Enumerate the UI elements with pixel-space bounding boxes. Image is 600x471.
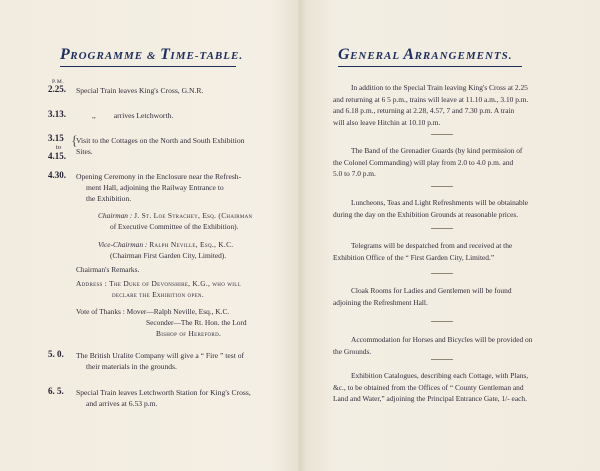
section-divider <box>431 359 453 360</box>
section-divider <box>431 273 453 274</box>
chairman: Chairman : J. St. Loe Strachey, Esq. (Chairman of Executive Committee of the Exhibition). <box>98 211 253 231</box>
section-divider <box>431 186 453 187</box>
cloak-rooms-paragraph: Cloak Rooms for Ladies and Gentlemen will be found adjoining the Refreshment Hall. <box>333 286 512 307</box>
trains-paragraph: In addition to the Special Train leaving King's Cross at 2.25 and returning at 6 5 p.m., trains will leave at 11.10 a.m., 3.10 p.m. and 6.18 p.m., returning at 2.28, 4.57, 7 and 7.30 p.m. A train will also leave Hitchin at 10.10 p.m. <box>333 83 529 127</box>
refreshments-paragraph: Luncheons, Teas and Light Refreshments will be obtainable during the day on the Exhibition Grounds at reasonable prices. <box>333 198 529 219</box>
item-time: 3.13. <box>48 109 66 119</box>
accommodation-paragraph: Accommodation for Horses and Bicycles will be provided on the Grounds. <box>333 335 533 356</box>
catalogues-paragraph: Exhibition Catalogues, describing each Cottage, with Plans, &c., to be obtained from the Offices of “ County Gentleman and Land and Water,” adjoining the Principal Entrance Gate, 1/- each. <box>333 371 529 403</box>
chairmans-remarks: Chairman's Remarks. <box>76 265 140 274</box>
programme-heading: PROGRAMME & TIME-TABLE. <box>60 46 244 63</box>
item-time: 4.30. <box>48 170 66 180</box>
pm-label: P.M. <box>52 79 65 85</box>
vice-chairman: Vice-Chairman : Ralph Neville, Esq., K.C. (Chairman First Garden City, Limited). <box>98 240 234 260</box>
section-divider <box>431 321 453 322</box>
section-divider <box>431 134 453 135</box>
telegrams-paragraph: Telegrams will be despatched from and received at the Exhibition Office of the “ First Garden City, Limited.” <box>333 241 513 262</box>
item-time: 6. 5. <box>48 386 64 396</box>
heading-underline <box>338 66 522 67</box>
general-arrangements-heading: GENERAL ARRANGEMENTS. <box>338 46 513 63</box>
band-paragraph: The Band of the Grenadier Guards (by kind permission of the Colonel Commanding) will play from 2.0 to 4.0 p.m. and 5.0 to 7.0 p.m. <box>333 146 523 178</box>
vote-of-thanks: Vote of Thanks : Mover—Ralph Neville, Esq., K.C. Seconder—The Rt. Hon. the Lord Bishop of Hereford. <box>76 307 247 338</box>
heading-underline <box>60 66 236 67</box>
item-time: 2.25. <box>48 84 66 94</box>
address: Address : The Duke of Devonshire, K.G., who will declare the Exhibition open. <box>76 279 241 299</box>
section-divider <box>431 228 453 229</box>
item-time: 5. 0. <box>48 349 64 359</box>
